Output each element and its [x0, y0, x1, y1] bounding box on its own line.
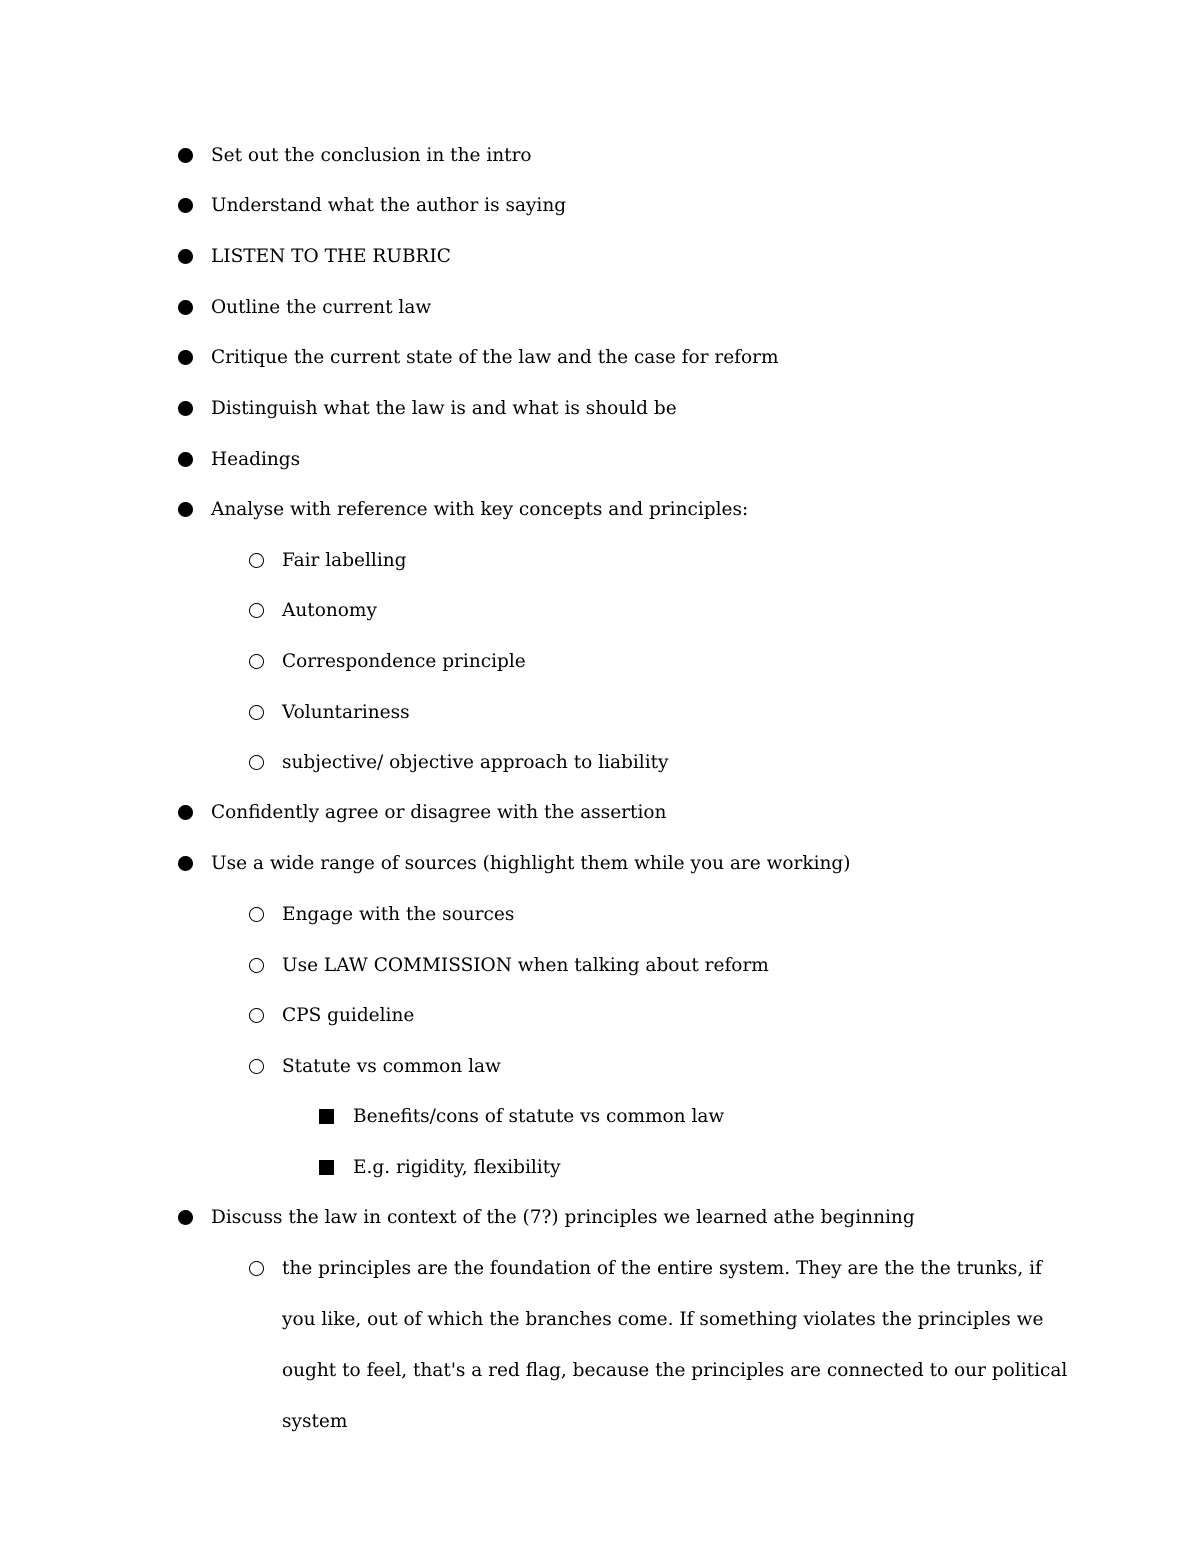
list-item-text: Analyse with reference with key concepts and principles:: [211, 499, 749, 520]
filled-circle-bullet-icon: [178, 401, 193, 416]
list-item: [211, 484, 748, 535]
list-item-text: Fair labelling: [282, 550, 407, 571]
hollow-circle-bullet-icon: [249, 553, 264, 568]
list-item: [282, 1243, 1072, 1447]
list-item: [211, 383, 677, 434]
list-item: [211, 1192, 915, 1243]
list-item: [282, 940, 769, 991]
list-item: [211, 838, 851, 889]
list-item-text: Discuss the law in context of the (7?) principles we learned athe beginning: [211, 1207, 915, 1228]
list-item-text: Outline the current law: [211, 297, 432, 318]
hollow-circle-bullet-icon: [249, 603, 264, 618]
list-item: [353, 1091, 724, 1142]
filled-circle-bullet-icon: [178, 148, 193, 163]
list-item-text: Statute vs common law: [282, 1056, 501, 1077]
list-item: [211, 332, 779, 383]
list-item-text: Distinguish what the law is and what is should be: [211, 398, 677, 419]
list-item-text: Use a wide range of sources (highlight them while you are working): [211, 853, 851, 874]
filled-circle-bullet-icon: [178, 856, 193, 871]
filled-circle-bullet-icon: [178, 452, 193, 467]
filled-circle-bullet-icon: [178, 502, 193, 517]
list-item: [211, 180, 566, 231]
list-item: [211, 231, 451, 282]
list-item: [282, 990, 414, 1041]
list-item: [282, 636, 526, 687]
list-item: [211, 434, 300, 485]
list-item: [282, 585, 377, 636]
filled-square-bullet-icon: [319, 1109, 334, 1124]
list-item-text: Autonomy: [282, 600, 377, 621]
list-item: [211, 130, 532, 181]
hollow-circle-bullet-icon: [249, 755, 264, 770]
list-item-text: Headings: [211, 449, 301, 470]
list-item-text: Voluntariness: [282, 702, 410, 723]
list-item: [282, 535, 407, 586]
filled-circle-bullet-icon: [178, 300, 193, 315]
hollow-circle-bullet-icon: [249, 705, 264, 720]
filled-circle-bullet-icon: [178, 805, 193, 820]
list-item-text: Engage with the sources: [282, 904, 515, 925]
filled-circle-bullet-icon: [178, 1210, 193, 1225]
list-item: [211, 787, 666, 838]
list-item: [282, 737, 669, 788]
filled-circle-bullet-icon: [178, 198, 193, 213]
hollow-circle-bullet-icon: [249, 1261, 264, 1276]
list-item-text: Understand what the author is saying: [211, 195, 567, 216]
list-item-text: E.g. rigidity, flexibility: [353, 1157, 561, 1178]
hollow-circle-bullet-icon: [249, 1059, 264, 1074]
hollow-circle-bullet-icon: [249, 907, 264, 922]
filled-circle-bullet-icon: [178, 350, 193, 365]
filled-square-bullet-icon: [319, 1160, 334, 1175]
hollow-circle-bullet-icon: [249, 958, 264, 973]
list-item: [282, 889, 514, 940]
list-item: [282, 687, 410, 738]
list-item-text: Benefits/cons of statute vs common law: [353, 1106, 725, 1127]
list-item-text: Confidently agree or disagree with the assertion: [211, 802, 667, 823]
list-item-text: Correspondence principle: [282, 651, 526, 672]
list-item: [211, 282, 431, 333]
list-item-text: LISTEN TO THE RUBRIC: [211, 246, 451, 267]
list-item-text: subjective/ objective approach to liability: [282, 752, 669, 773]
hollow-circle-bullet-icon: [249, 654, 264, 669]
list-item-text: Critique the current state of the law and the case for reform: [211, 347, 779, 368]
list-item: [282, 1041, 501, 1092]
filled-circle-bullet-icon: [178, 249, 193, 264]
list-item-text: the principles are the foundation of the entire system. They are the the trunks, if you like, out of which the branches come. If something violates the principles we ought to feel, that's a red flag, because the principles are connected to our political system: [282, 1258, 1068, 1432]
list-item-text: Set out the conclusion in the intro: [211, 145, 532, 166]
list-item-text: CPS guideline: [282, 1005, 415, 1026]
hollow-circle-bullet-icon: [249, 1008, 264, 1023]
list-item-text: Use LAW COMMISSION when talking about reform: [282, 955, 769, 976]
list-item: [353, 1142, 561, 1193]
